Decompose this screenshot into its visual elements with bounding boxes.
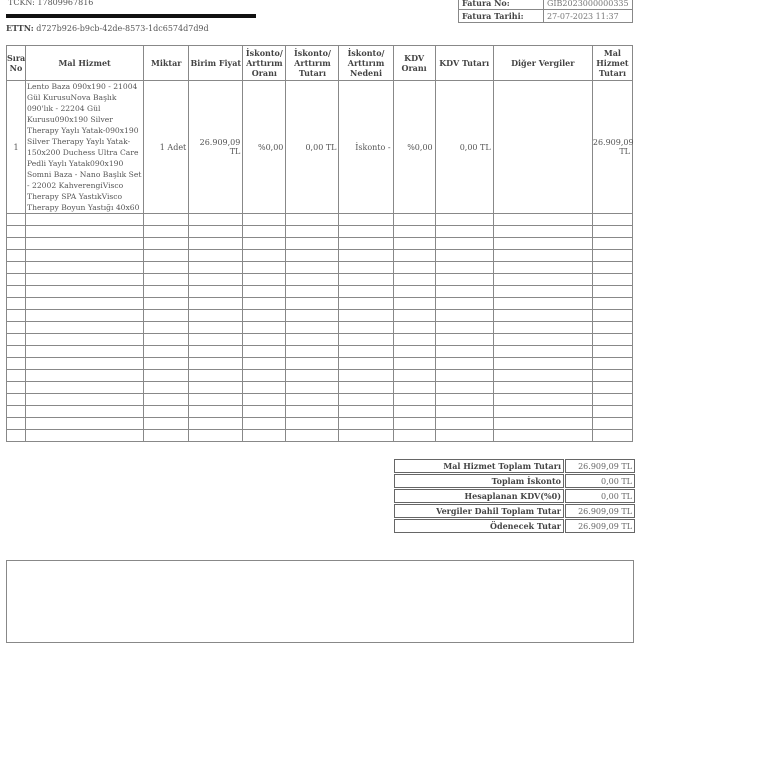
empty-cell (435, 310, 493, 322)
col-header-mal-hizmet: Mal Hizmet (26, 46, 144, 81)
empty-cell (286, 286, 339, 298)
empty-cell (144, 406, 189, 418)
empty-cell (393, 346, 435, 358)
empty-cell (339, 430, 393, 442)
empty-cell (26, 298, 144, 310)
empty-cell (286, 430, 339, 442)
empty-cell (393, 322, 435, 334)
empty-cell (144, 394, 189, 406)
empty-table-row (7, 226, 633, 238)
empty-cell (339, 226, 393, 238)
cell-iskonto-orani: %0,00 (243, 81, 286, 214)
empty-cell (435, 382, 493, 394)
empty-cell (189, 310, 243, 322)
empty-cell (189, 226, 243, 238)
empty-cell (592, 226, 632, 238)
empty-cell (493, 346, 592, 358)
empty-cell (7, 334, 26, 346)
empty-cell (243, 322, 286, 334)
empty-table-row (7, 430, 633, 442)
empty-cell (7, 346, 26, 358)
empty-cell (592, 346, 632, 358)
cell-iskonto-tutari: 0,00 TL (286, 81, 339, 214)
empty-cell (286, 238, 339, 250)
empty-cell (7, 358, 26, 370)
empty-cell (144, 382, 189, 394)
empty-cell (189, 430, 243, 442)
empty-cell (144, 322, 189, 334)
empty-cell (189, 406, 243, 418)
empty-cell (493, 298, 592, 310)
empty-cell (7, 262, 26, 274)
empty-cell (339, 382, 393, 394)
empty-cell (493, 418, 592, 430)
empty-cell (435, 430, 493, 442)
empty-cell (393, 214, 435, 226)
empty-cell (286, 418, 339, 430)
empty-cell (243, 346, 286, 358)
empty-cell (435, 346, 493, 358)
empty-table-row (7, 286, 633, 298)
col-header-miktar: Miktar (144, 46, 189, 81)
empty-cell (592, 310, 632, 322)
total-value-mal-hizmet: 26.909,09 TL (565, 459, 635, 473)
empty-cell (243, 286, 286, 298)
empty-cell (7, 418, 26, 430)
empty-table-row (7, 394, 633, 406)
cell-diger-vergiler (493, 81, 592, 214)
col-header-kdv-tutari: KDV Tutarı (435, 46, 493, 81)
empty-cell (144, 298, 189, 310)
empty-cell (393, 418, 435, 430)
empty-cell (493, 274, 592, 286)
empty-table-row (7, 370, 633, 382)
empty-table-row (7, 274, 633, 286)
empty-cell (592, 334, 632, 346)
empty-cell (7, 430, 26, 442)
empty-cell (286, 358, 339, 370)
empty-cell (393, 334, 435, 346)
total-row-iskonto (394, 474, 635, 488)
empty-cell (435, 406, 493, 418)
total-row-mal-hizmet (394, 459, 635, 473)
total-value-vergiler-dahil: 26.909,09 TL (565, 504, 635, 518)
empty-cell (286, 262, 339, 274)
empty-cell (26, 334, 144, 346)
col-header-kdv-orani: KDV Oranı (393, 46, 435, 81)
empty-cell (26, 418, 144, 430)
total-value-iskonto: 0,00 TL (565, 474, 635, 488)
empty-cell (435, 250, 493, 262)
empty-cell (286, 346, 339, 358)
empty-table-row (7, 358, 633, 370)
empty-cell (243, 250, 286, 262)
empty-cell (26, 274, 144, 286)
empty-cell (26, 430, 144, 442)
empty-cell (592, 262, 632, 274)
empty-cell (592, 430, 632, 442)
empty-cell (286, 406, 339, 418)
empty-cell (26, 250, 144, 262)
empty-cell (435, 286, 493, 298)
empty-cell (144, 418, 189, 430)
empty-cell (189, 358, 243, 370)
empty-cell (435, 238, 493, 250)
cell-sira: 1 (7, 81, 26, 214)
empty-cell (493, 370, 592, 382)
empty-cell (189, 394, 243, 406)
empty-cell (144, 358, 189, 370)
empty-cell (592, 250, 632, 262)
empty-table-row (7, 250, 633, 262)
empty-cell (144, 346, 189, 358)
total-label-iskonto: Toplam İskonto (394, 474, 564, 488)
cell-iskonto-nedeni: İskonto - (339, 81, 393, 214)
empty-cell (339, 262, 393, 274)
empty-cell (189, 298, 243, 310)
invoice-number-value: GIB2023000000335 (544, 0, 633, 10)
empty-cell (243, 298, 286, 310)
empty-cell (592, 406, 632, 418)
empty-cell (7, 250, 26, 262)
empty-cell (493, 262, 592, 274)
col-header-sira: Sıra No (7, 46, 26, 81)
empty-cell (592, 382, 632, 394)
empty-table-row (7, 322, 633, 334)
empty-cell (286, 226, 339, 238)
empty-cell (493, 358, 592, 370)
empty-cell (26, 370, 144, 382)
empty-cell (286, 334, 339, 346)
empty-cell (339, 406, 393, 418)
empty-cell (7, 406, 26, 418)
empty-cell (339, 418, 393, 430)
empty-cell (286, 214, 339, 226)
table-row (7, 81, 633, 214)
empty-cell (592, 418, 632, 430)
empty-table-row (7, 214, 633, 226)
empty-cell (493, 214, 592, 226)
empty-cell (144, 370, 189, 382)
empty-cell (286, 370, 339, 382)
empty-cell (7, 394, 26, 406)
empty-cell (393, 286, 435, 298)
empty-cell (393, 358, 435, 370)
total-value-odenecek: 26.909,09 TL (565, 519, 635, 533)
empty-cell (393, 238, 435, 250)
empty-cell (435, 334, 493, 346)
empty-cell (493, 250, 592, 262)
empty-cell (393, 262, 435, 274)
empty-cell (26, 214, 144, 226)
empty-cell (243, 430, 286, 442)
empty-cell (339, 358, 393, 370)
empty-cell (189, 370, 243, 382)
empty-cell (243, 358, 286, 370)
empty-cell (393, 274, 435, 286)
invoice-number-row (459, 0, 633, 10)
empty-cell (189, 250, 243, 262)
empty-cell (243, 394, 286, 406)
empty-cell (592, 322, 632, 334)
empty-cell (339, 286, 393, 298)
col-header-birim-fiyat: Birim Fiyat (189, 46, 243, 81)
empty-cell (435, 358, 493, 370)
empty-cell (144, 310, 189, 322)
empty-cell (493, 334, 592, 346)
empty-cell (592, 214, 632, 226)
tckn-text: TCKN: 17809967816 (8, 0, 94, 7)
cell-birim-fiyat: 26.909,09 TL (189, 81, 243, 214)
ettn-line (6, 23, 209, 33)
empty-cell (393, 310, 435, 322)
empty-cell (243, 370, 286, 382)
empty-cell (286, 298, 339, 310)
empty-cell (189, 382, 243, 394)
total-row-odenecek (394, 519, 635, 533)
empty-cell (435, 262, 493, 274)
empty-table-row (7, 238, 633, 250)
invoice-date-value: 27-07-2023 11:37 (544, 10, 633, 23)
cell-kdv-orani: %0,00 (393, 81, 435, 214)
empty-cell (493, 406, 592, 418)
empty-cell (393, 382, 435, 394)
empty-cell (493, 286, 592, 298)
empty-cell (339, 274, 393, 286)
cell-mal-hizmet: Lento Baza 090x190 - 21004 Gül KurusuNova Başlık 090'lık - 22204 Gül Kurusu090x190 Silver Therapy Yaylı Yatak-090x190 Silver Therapy Yaylı Yatak-150x200 Duchess Ultra Care Pedli Yaylı Yatak090x190 Somni Baza - Nano Başlık Set - 22002 KahverengiVisco Therapy SPA YastıkVisco Therapy Boyun Yastığı 40x60 (26, 81, 144, 214)
empty-cell (435, 394, 493, 406)
total-value-kdv: 0,00 TL (565, 489, 635, 503)
empty-cell (189, 274, 243, 286)
empty-cell (493, 322, 592, 334)
col-header-diger-vergiler: Diğer Vergiler (493, 46, 592, 81)
empty-cell (592, 298, 632, 310)
empty-cell (339, 394, 393, 406)
cell-mal-hizmet-tutari: 26.909,09 TL (592, 81, 632, 214)
empty-cell (144, 286, 189, 298)
empty-cell (144, 334, 189, 346)
col-header-mal-hizmet-tutari: Mal Hizmet Tutarı (592, 46, 632, 81)
empty-cell (435, 226, 493, 238)
empty-cell (144, 214, 189, 226)
empty-table-row (7, 310, 633, 322)
empty-cell (26, 226, 144, 238)
empty-cell (393, 394, 435, 406)
empty-cell (435, 274, 493, 286)
empty-cell (243, 418, 286, 430)
empty-cell (26, 322, 144, 334)
items-header-row (7, 46, 633, 81)
empty-cell (493, 310, 592, 322)
ettn-label: ETTN: (6, 23, 34, 33)
empty-cell (493, 430, 592, 442)
empty-cell (7, 214, 26, 226)
empty-cell (144, 262, 189, 274)
empty-cell (7, 298, 26, 310)
empty-cell (592, 238, 632, 250)
empty-cell (7, 226, 26, 238)
empty-cell (26, 238, 144, 250)
empty-cell (393, 430, 435, 442)
empty-table-row (7, 298, 633, 310)
empty-cell (592, 394, 632, 406)
empty-cell (339, 322, 393, 334)
empty-cell (339, 310, 393, 322)
invoice-date-row (459, 10, 633, 23)
empty-table-row (7, 382, 633, 394)
empty-cell (189, 214, 243, 226)
empty-cell (493, 394, 592, 406)
empty-cell (493, 226, 592, 238)
empty-cell (393, 226, 435, 238)
empty-table-row (7, 262, 633, 274)
empty-cell (286, 310, 339, 322)
empty-cell (189, 286, 243, 298)
empty-table-row (7, 406, 633, 418)
empty-cell (243, 382, 286, 394)
empty-cell (243, 334, 286, 346)
empty-cell (144, 250, 189, 262)
total-row-kdv (394, 489, 635, 503)
empty-cell (243, 274, 286, 286)
total-label-vergiler-dahil: Vergiler Dahil Toplam Tutar (394, 504, 564, 518)
empty-cell (243, 238, 286, 250)
empty-cell (286, 394, 339, 406)
empty-cell (393, 406, 435, 418)
empty-cell (189, 334, 243, 346)
empty-cell (7, 286, 26, 298)
empty-cell (7, 310, 26, 322)
cell-kdv-tutari: 0,00 TL (435, 81, 493, 214)
empty-cell (493, 382, 592, 394)
invoice-meta-table (458, 0, 633, 23)
empty-cell (393, 298, 435, 310)
invoice-date-label: Fatura Tarihi: (459, 10, 544, 23)
empty-cell (435, 298, 493, 310)
empty-cell (144, 226, 189, 238)
empty-cell (26, 262, 144, 274)
cell-miktar: 1 Adet (144, 81, 189, 214)
empty-cell (7, 382, 26, 394)
empty-cell (189, 238, 243, 250)
total-label-mal-hizmet: Mal Hizmet Toplam Tutarı (394, 459, 564, 473)
totals-table (393, 458, 636, 534)
empty-cell (7, 238, 26, 250)
empty-cell (26, 310, 144, 322)
empty-table-row (7, 346, 633, 358)
col-header-iskonto-nedeni: İskonto/ Arttırım Nedeni (339, 46, 393, 81)
empty-cell (26, 286, 144, 298)
empty-cell (339, 238, 393, 250)
empty-cell (243, 310, 286, 322)
empty-cell (339, 334, 393, 346)
empty-cell (393, 370, 435, 382)
empty-cell (592, 370, 632, 382)
empty-cell (435, 214, 493, 226)
empty-cell (243, 262, 286, 274)
empty-cell (243, 226, 286, 238)
empty-cell (286, 322, 339, 334)
empty-table-row (7, 418, 633, 430)
empty-cell (592, 358, 632, 370)
invoice-number-label: Fatura No: (459, 0, 544, 10)
empty-cell (243, 406, 286, 418)
empty-cell (243, 214, 286, 226)
col-header-iskonto-orani: İskonto/ Arttırım Oranı (243, 46, 286, 81)
total-row-vergiler-dahil (394, 504, 635, 518)
total-label-kdv: Hesaplanan KDV(%0) (394, 489, 564, 503)
empty-cell (189, 346, 243, 358)
empty-cell (189, 262, 243, 274)
col-header-iskonto-tutari: İskonto/ Arttırım Tutarı (286, 46, 339, 81)
empty-cell (435, 370, 493, 382)
header-divider-bar (6, 14, 256, 18)
empty-cell (592, 274, 632, 286)
empty-cell (189, 418, 243, 430)
empty-cell (26, 406, 144, 418)
empty-cell (144, 238, 189, 250)
empty-cell (339, 298, 393, 310)
empty-cell (339, 214, 393, 226)
empty-cell (144, 274, 189, 286)
empty-cell (144, 430, 189, 442)
notes-box (6, 560, 634, 643)
empty-cell (26, 358, 144, 370)
empty-cell (339, 250, 393, 262)
empty-cell (339, 346, 393, 358)
empty-table-row (7, 334, 633, 346)
empty-cell (435, 322, 493, 334)
empty-cell (493, 238, 592, 250)
empty-cell (393, 250, 435, 262)
invoice-items-table (6, 45, 633, 442)
ettn-value: d727b926-b9cb-42de-8573-1dc6574d7d9d (36, 24, 209, 33)
empty-cell (7, 322, 26, 334)
total-label-odenecek: Ödenecek Tutar (394, 519, 564, 533)
empty-cell (189, 322, 243, 334)
empty-cell (286, 382, 339, 394)
empty-cell (7, 274, 26, 286)
empty-cell (339, 370, 393, 382)
empty-cell (26, 346, 144, 358)
empty-cell (435, 418, 493, 430)
empty-cell (7, 370, 26, 382)
empty-cell (592, 286, 632, 298)
empty-cell (286, 274, 339, 286)
empty-cell (286, 250, 339, 262)
empty-cell (26, 394, 144, 406)
empty-cell (26, 382, 144, 394)
